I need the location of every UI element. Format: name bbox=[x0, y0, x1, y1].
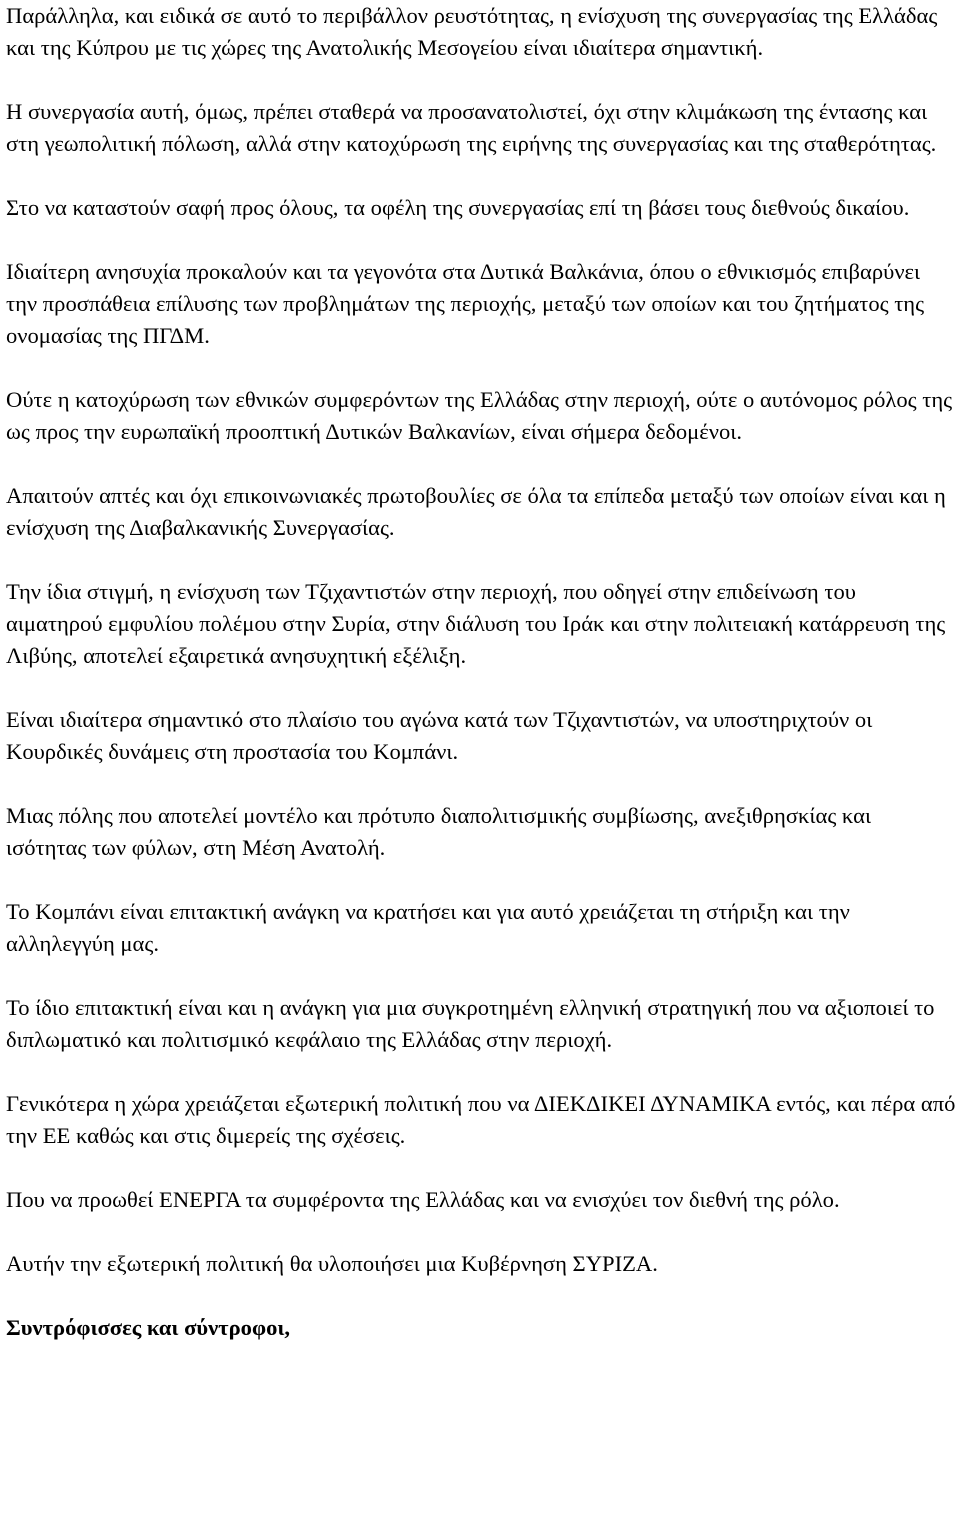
paragraph-1: Παράλληλα, και ειδικά σε αυτό το περιβάλλον ρευστότητας, η ενίσχυση της συνεργασίας της Ελλάδας και της Κύπρου με τις χώρες της Ανατολικής Μεσογείου είναι ιδιαίτερα σημαντική. bbox=[6, 3, 938, 60]
paragraph-12: Γενικότερα η χώρα χρειάζεται εξωτερική πολιτική που να ΔΙΕΚΔΙΚΕΙ ΔΥΝΑΜΙΚΑ εντός, και πέρα από την ΕΕ καθώς και στις διμερείς της σχέσεις. bbox=[6, 1091, 956, 1148]
paragraph-7: Την ίδια στιγμή, η ενίσχυση των Τζιχαντιστών στην περιοχή, που οδηγεί στην επιδείνωση του αιματηρού εμφυλίου πολέμου στην Συρία, στην διάλυση του Ιράκ και στην πολιτειακή κατάρρευση της Λιβύης, αποτελεί εξαιρετικά ανησυχητική εξέλιξη. bbox=[6, 579, 946, 668]
paragraph-6: Απαιτούν απτές και όχι επικοινωνιακές πρωτοβουλίες σε όλα τα επίπεδα μεταξύ των οποίων είναι και η ενίσχυση της Διαβαλκανικής Συνεργασίας. bbox=[6, 483, 946, 540]
paragraph-8: Είναι ιδιαίτερα σημαντικό στο πλαίσιο του αγώνα κατά των Τζιχαντιστών, να υποστηριχτούν οι Κουρδικές δυνάμεις στη προστασία του Κομπάνι. bbox=[6, 707, 873, 764]
closing-salutation: Συντρόφισσες και σύντροφοι, bbox=[6, 1315, 291, 1340]
paragraph-9: Μιας πόλης που αποτελεί μοντέλο και πρότυπο διαπολιτισμικής συμβίωσης, ανεξιθρησκίας και ισότητας των φύλων, στη Μέση Ανατολή. bbox=[6, 803, 872, 860]
paragraph-11: Το ίδιο επιτακτική είναι και η ανάγκη για μια συγκροτημένη ελληνική στρατηγική που να αξιοποιεί το διπλωματικό και πολιτισμικό κεφάλαιο της Ελλάδας στην περιοχή. bbox=[6, 995, 935, 1052]
paragraph-3: Στο να καταστούν σαφή προς όλους, τα οφέλη της συνεργασίας επί τη βάσει τους διεθνούς δικαίου. bbox=[6, 195, 910, 220]
document-page bbox=[6, 0, 956, 1344]
paragraph-10: Το Κομπάνι είναι επιτακτική ανάγκη να κρατήσει και για αυτό χρειάζεται τη στήριξη και την αλληλεγγύη μας. bbox=[6, 899, 850, 956]
paragraph-5: Ούτε η κατοχύρωση των εθνικών συμφερόντων της Ελλάδας στην περιοχή, ούτε ο αυτόνομος ρόλος της ως προς την ευρωπαϊκή προοπτική Δυτικών Βαλκανίων, είναι σήμερα δεδομένοι. bbox=[6, 387, 953, 444]
paragraph-2: Η συνεργασία αυτή, όμως, πρέπει σταθερά να προσανατολιστεί, όχι στην κλιμάκωση της έντασης και στη γεωπολιτική πόλωση, αλλά στην κατοχύρωση της ειρήνης της συνεργασίας και της σταθερότητας. bbox=[6, 99, 937, 156]
paragraph-14: Αυτήν την εξωτερική πολιτική θα υλοποιήσει μια Κυβέρνηση ΣΥΡΙΖΑ. bbox=[6, 1251, 658, 1276]
paragraph-13: Που να προωθεί ΕΝΕΡΓΑ τα συμφέροντα της Ελλάδας και να ενισχύει τον διεθνή της ρόλο. bbox=[6, 1187, 840, 1212]
paragraph-4: Ιδιαίτερη ανησυχία προκαλούν και τα γεγονότα στα Δυτικά Βαλκάνια, όπου ο εθνικισμός επιβαρύνει την προσπάθεια επίλυσης των προβλημάτων της περιοχής, μεταξύ των οποίων και του ζητήματος της ονομασίας της ΠΓΔΜ. bbox=[6, 259, 925, 348]
